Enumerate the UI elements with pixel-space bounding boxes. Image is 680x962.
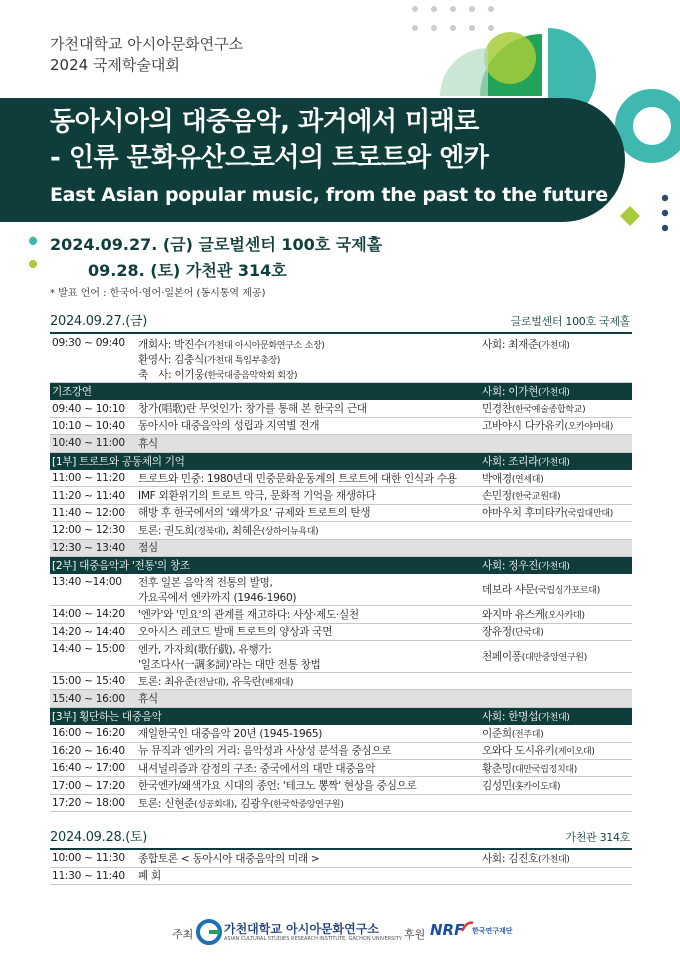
content-cell: 종합토론 < 동아시아 대중음악의 미래 > — [138, 852, 320, 865]
time-cell: 12:00 ~ 12:30 — [52, 524, 125, 537]
presenter-cell: 오와다 도시유키(게이오대) — [482, 745, 595, 758]
presenter-cell: 와지마 유스케(오사카대) — [482, 608, 585, 621]
break-row — [50, 690, 632, 707]
chair-cell: 사회: 조리라(가천대) — [482, 455, 570, 468]
time-cell: 17:20 ~ 18:00 — [52, 797, 125, 809]
table-row — [50, 868, 632, 885]
affiliation: (가천대 특임부총장) — [203, 356, 281, 366]
time-cell: 10:40 ~ 11:00 — [52, 437, 125, 450]
time-cell: 11:00 ~ 11:20 — [52, 472, 125, 485]
discussion-row — [50, 673, 632, 690]
opening-speaker: 개회사: 박진수 — [138, 339, 204, 351]
table-row — [50, 400, 632, 417]
language-note: * 발표 언어 : 한국어·영어·일본어 (동시통역 제공) — [50, 288, 266, 299]
main-title — [50, 104, 488, 176]
lunch-row — [50, 540, 632, 557]
day2-place: 가천관 314호 — [565, 831, 630, 845]
section-part3 — [50, 708, 632, 725]
dot-grid-decoration — [412, 6, 494, 31]
schedule-table — [50, 310, 632, 885]
content-cell: 휴식 — [138, 693, 158, 706]
presenter-cell: 야마우치 후미타카(국립대만대) — [482, 507, 613, 520]
day2-date: 2024.09.28.(토) — [50, 830, 148, 846]
time-cell: 14:20 ~ 14:40 — [52, 625, 125, 638]
title-line-2: - 인류 문화유산으로서의 트로트와 엔카 — [50, 143, 489, 173]
congrats-speaker: 축 사: 이기웅 — [138, 369, 205, 381]
content-cell: 트로트와 민중: 1980년대 민중문화운동계의 트로트에 대한 인식과 수용 — [138, 472, 457, 485]
time-cell: 11:40 ~ 12:00 — [52, 506, 125, 519]
time-cell: 14:00 ~ 14:20 — [52, 608, 125, 621]
table-row — [50, 850, 632, 867]
time-cell: 11:20 ~ 11:40 — [52, 489, 125, 502]
content-cell: IMF 외환위기의 트로트 악극, 문화적 기억을 재생하다 — [138, 490, 376, 503]
table-row — [50, 743, 632, 760]
presenter-cell: 고바야시 다카유키(오카야마대) — [482, 420, 613, 433]
time-cell: 10:10 ~ 10:40 — [52, 419, 125, 432]
content-cell: 토론: 최유준(전남대), 유욱란(배재대) — [138, 675, 294, 688]
day2-header — [50, 826, 632, 850]
gachon-logo-icon — [196, 919, 222, 945]
presenter-cell: 민경찬(한국예술종합학교) — [482, 403, 586, 416]
chair-cell: 사회: 최재준(가천대) — [482, 339, 570, 351]
time-cell: 12:30 ~ 13:40 — [52, 541, 125, 554]
teal-ring — [624, 98, 680, 154]
time-cell: 10:00 ~ 11:30 — [52, 852, 125, 865]
chair-cell: 사회: 이가현(가천대) — [482, 386, 570, 399]
presenter-cell: 황춘밍(대만국립정치대) — [482, 762, 577, 775]
presenter-cell: 박애경(연세대) — [482, 472, 544, 485]
content-cell: '엔카'와 '민요'의 관계를 재고하다: 사상·제도·실천 — [138, 608, 359, 621]
support-label: 후원 — [404, 928, 426, 941]
organizer-heading — [50, 34, 243, 76]
content-cell: 한국엔카/왜색가요 시대의 종언: '테크노 뽕짝' 현상을 중심으로 — [138, 780, 417, 793]
welcome-speaker: 환영사: 김충식 — [138, 354, 204, 366]
banner-left-dots — [18, 236, 48, 296]
time-cell: 09:30 ~ 09:40 — [52, 337, 125, 349]
time-cell: 16:40 ~ 17:00 — [52, 762, 125, 775]
date-line-2: 09.28. (토) 가천관 314호 — [88, 261, 287, 280]
content-cell: 재일한국인 대중음악 20년 (1945-1965) — [138, 727, 323, 740]
presenter-cell: 장유정(단국대) — [482, 626, 544, 639]
content-cell: 토론: 권도희(경북대), 최혜은(상하이뉴욕대) — [138, 524, 319, 537]
opening-row — [50, 334, 632, 383]
table-row — [50, 624, 632, 641]
english-title: East Asian popular music, from the past to the future — [50, 184, 608, 206]
time-cell: 13:40 ~14:00 — [52, 576, 122, 589]
table-row — [50, 470, 632, 487]
navy-dots — [662, 195, 668, 231]
table-row — [50, 777, 632, 794]
affiliation: (한국대중음악학회 회장) — [204, 371, 298, 381]
presenter-cell: 이준희(전주대) — [482, 727, 544, 740]
event-name: 2024 국제학술대회 — [50, 56, 180, 74]
presenter-cell: 데보라 샤문(국립싱가포르대) — [482, 584, 600, 597]
content-cell: 창가(唱歌)란 무엇인가: 창가를 통해 본 한국의 근대 — [138, 403, 367, 416]
content-cell: 동아시아 대중음악의 성립과 지역별 전개 — [138, 420, 320, 433]
day1-date: 2024.09.27.(금) — [50, 314, 148, 329]
time-cell: 16:20 ~ 16:40 — [52, 744, 125, 757]
section-part1 — [50, 453, 632, 470]
content-cell: 엔카, 가자희(歌仔戲), 유행가: '일조다사(一調多詞)'라는 대만 전통 창법 — [138, 643, 321, 671]
section-title: [2부] 대중음악과 '전통'의 창조 — [52, 560, 190, 573]
lime-diamond — [620, 206, 640, 226]
chair-cell: 사회: 정우진(가천대) — [482, 560, 570, 573]
section-title: 기조강연 — [52, 386, 92, 399]
table-row — [50, 725, 632, 742]
light-green-wedge — [440, 48, 488, 96]
day1-place: 글로벌센터 100호 국제홀 — [510, 315, 630, 328]
host-english-name: ASIAN CULTURAL STUDIES RESEARCH INSTITUTE, GACHON UNIVERSITY — [224, 936, 402, 942]
time-cell: 17:00 ~ 17:20 — [52, 779, 125, 792]
table-row — [50, 574, 632, 606]
table-row — [50, 487, 632, 504]
nrf-logo: NRF — [430, 921, 465, 939]
table-row — [50, 606, 632, 623]
content-cell — [138, 337, 482, 382]
content-cell: 폐 회 — [138, 870, 161, 883]
title-line-1: 동아시아의 대중음악, 과거에서 미래로 — [50, 107, 479, 137]
organizer-name: 가천대학교 아시아문화연구소 — [50, 35, 244, 53]
presenter-cell: 김성민(홋카이도대) — [482, 780, 561, 793]
table-row — [50, 641, 632, 673]
content-cell: 뉴 뮤직과 엔카의 거리: 음악성과 사상성 분석을 중심으로 — [138, 745, 392, 758]
section-title: [3부] 횡단하는 대중음악 — [52, 711, 162, 724]
content-cell: 오아시스 레코드 발매 트로트의 양상과 국면 — [138, 626, 333, 639]
table-row — [50, 760, 632, 777]
section-title: [1부] 트로트와 공동체의 기억 — [52, 455, 185, 468]
host-label: 주최 — [172, 928, 194, 941]
affiliation: (가천대 아시아문화연구소 소장) — [203, 341, 325, 351]
time-cell: 14:40 ~ 15:00 — [52, 643, 125, 656]
day1-header — [50, 310, 632, 334]
content-cell: 해방 후 한국에서의 '왜색가요' 규제와 트로트의 탄생 — [138, 507, 371, 520]
break-row — [50, 435, 632, 452]
chair-cell: 사회: 김진호(가천대) — [482, 852, 570, 865]
host-name: 가천대학교 아시아문화연구소 — [224, 922, 379, 936]
content-cell: 전후 일본 음악적 전통의 발명, 가요곡에서 엔카까지 (1946-1960) — [138, 576, 297, 604]
content-cell: 점심 — [138, 542, 158, 555]
time-cell: 11:30 ~ 11:40 — [52, 869, 125, 882]
table-row — [50, 418, 632, 435]
date-line-1: 2024.09.27. (금) 글로벌센터 100호 국제홀 — [50, 235, 383, 254]
chair-cell: 사회: 한명섭(가천대) — [482, 711, 570, 724]
section-keynote — [50, 383, 632, 400]
time-cell: 15:00 ~ 15:40 — [52, 675, 125, 688]
content-cell: 내셔널리즘과 감정의 구조: 중국에서의 대만 대중음악 — [138, 762, 376, 775]
nrf-name: 한국연구재단 — [472, 927, 513, 935]
presenter-cell: 천페이퐁(대만중앙연구원) — [482, 651, 587, 664]
lime-circle — [484, 32, 536, 84]
section-part2 — [50, 557, 632, 574]
event-dates — [50, 232, 382, 284]
discussion-row — [50, 522, 632, 539]
table-row — [50, 505, 632, 522]
content-cell: 토론: 신현준(성공회대), 김광우(한국학중앙연구원) — [138, 797, 344, 810]
content-cell: 휴식 — [138, 437, 158, 450]
time-cell: 09:40 ~ 10:10 — [52, 402, 125, 415]
presenter-cell: 손민정(한국교원대) — [482, 490, 561, 503]
sponsor-bar — [0, 917, 680, 947]
time-cell: 15:40 ~ 16:00 — [52, 692, 125, 705]
time-cell: 16:00 ~ 16:20 — [52, 727, 125, 740]
discussion-row — [50, 795, 632, 812]
